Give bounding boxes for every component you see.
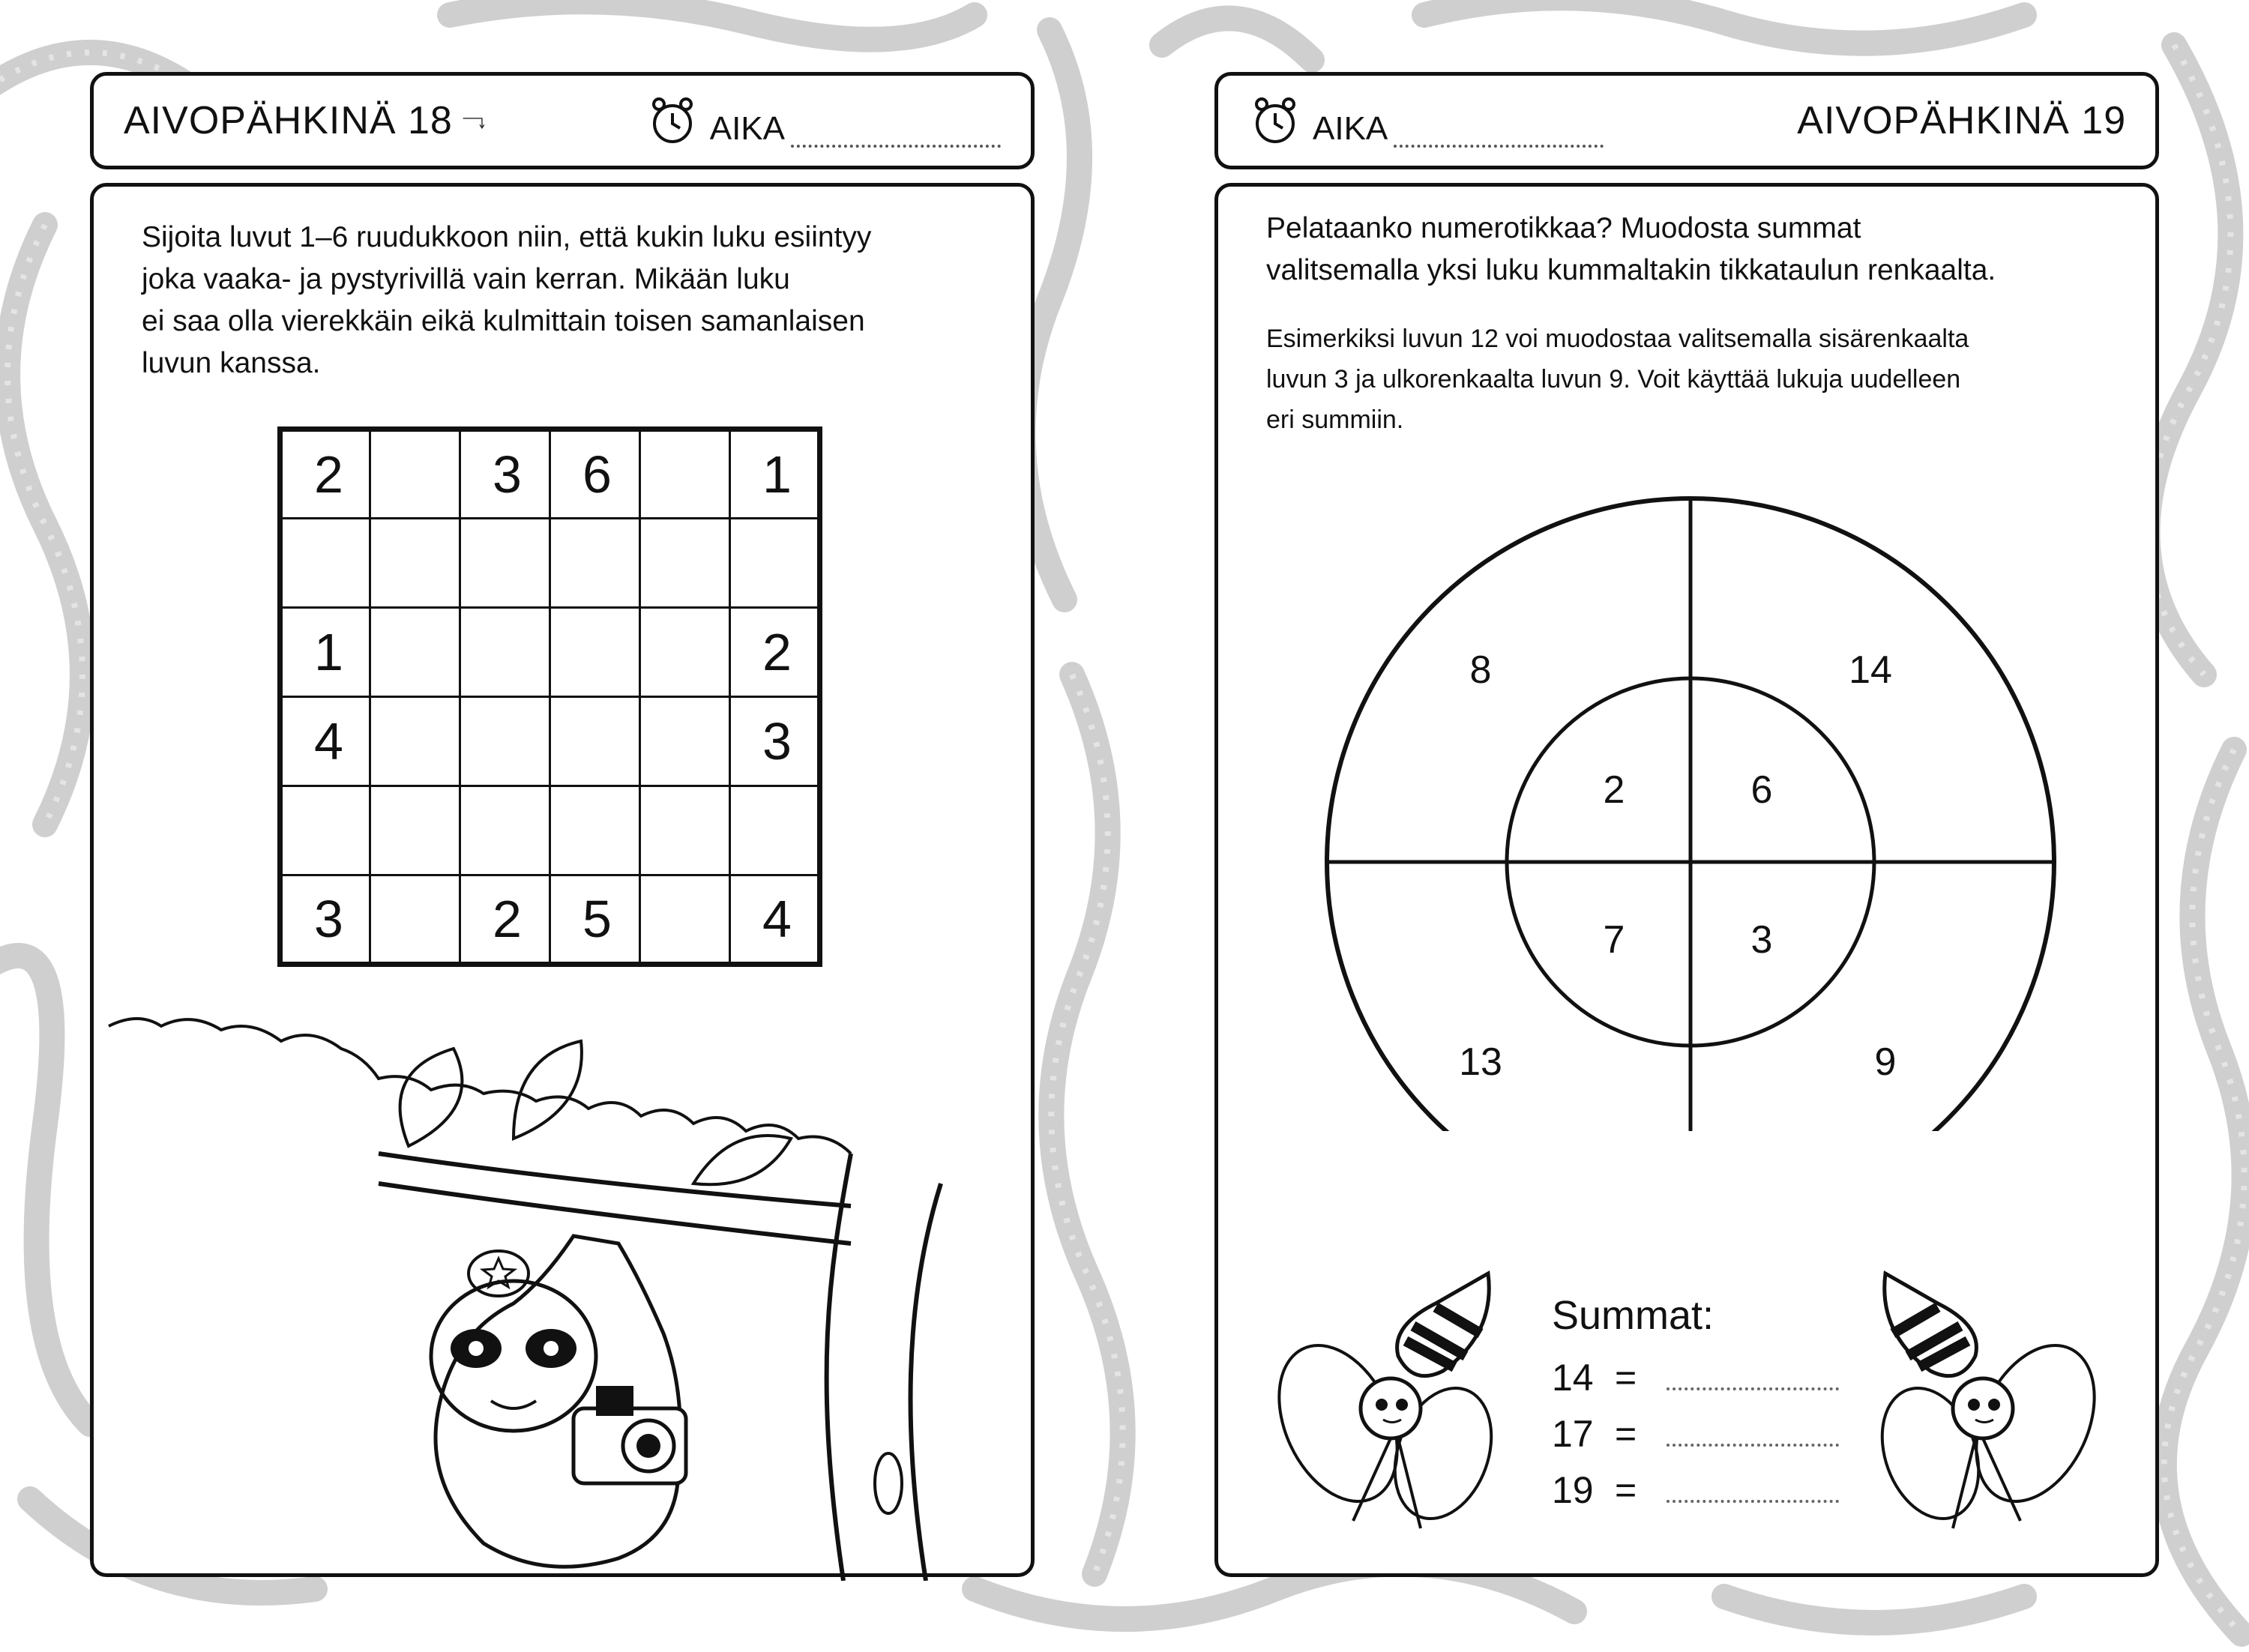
left-content-panel: [90, 183, 1035, 1577]
alarm-clock-icon: [645, 94, 699, 148]
grid-cell-given: 3: [730, 697, 820, 786]
right-time-input[interactable]: [1394, 115, 1604, 148]
sums-title: Summat:: [1552, 1293, 1714, 1338]
grid-cell-empty[interactable]: [370, 608, 460, 697]
grid-row: [280, 519, 820, 608]
inner-ring-number: 3: [1750, 918, 1773, 962]
right-example-text: Esimerkiksi luvun 12 voi muodostaa valitsemalla sisärenkaalta luvun 3 ja ulkorenkaalta luvun 9. Voit käyttää lukuja uudelleen eri summiin.: [1266, 325, 1969, 434]
grid-cell-empty[interactable]: [460, 786, 550, 875]
grid-cell-given: 1: [730, 429, 820, 519]
inner-ring-number: 6: [1750, 768, 1773, 812]
sum-target-value: 14: [1552, 1357, 1594, 1399]
sum-answer-input[interactable]: [1667, 1365, 1839, 1390]
alarm-clock-icon: [1248, 94, 1302, 148]
inner-ring-number: 7: [1603, 918, 1625, 962]
bee-illustration-left: [1263, 1266, 1533, 1551]
grid-cell-given: 2: [460, 875, 550, 965]
outer-ring-number: 14: [1849, 648, 1892, 692]
grid-row: [280, 875, 820, 965]
grid-cell-empty[interactable]: [280, 786, 370, 875]
grid-cell-empty[interactable]: [640, 429, 730, 519]
sum-answer-input[interactable]: [1667, 1421, 1839, 1447]
grid-cell-empty[interactable]: [640, 697, 730, 786]
grid-cell-given: 5: [550, 875, 640, 965]
grid-cell-empty[interactable]: [370, 519, 460, 608]
outer-ring-number: 9: [1874, 1040, 1897, 1084]
equals-sign: =: [1615, 1469, 1637, 1511]
grid-cell-given: 4: [730, 875, 820, 965]
left-time-field: [645, 94, 1001, 148]
grid-cell-empty[interactable]: [370, 786, 460, 875]
right-content-panel: [1214, 183, 2159, 1577]
left-time-input[interactable]: [791, 115, 1001, 148]
outer-ring-number: 8: [1469, 648, 1492, 692]
sum-row: [1552, 1356, 1839, 1399]
grid-cell-empty[interactable]: [640, 786, 730, 875]
bee-illustration-right: [1840, 1266, 2110, 1551]
grid-cell-given: 4: [280, 697, 370, 786]
grid-row: [280, 429, 820, 519]
grid-cell-given: 2: [280, 429, 370, 519]
grid-cell-empty[interactable]: [460, 608, 550, 697]
grid-cell-given: 2: [730, 608, 820, 697]
grid-cell-given: 6: [550, 429, 640, 519]
grid-cell-given: 1: [280, 608, 370, 697]
equals-sign: =: [1615, 1357, 1637, 1399]
grid-cell-given: 3: [280, 875, 370, 965]
grid-cell-empty[interactable]: [460, 519, 550, 608]
right-header-bar: [1214, 72, 2159, 169]
inner-ring-number: 2: [1603, 768, 1625, 812]
left-header-bar: [90, 72, 1035, 169]
grid-row: [280, 608, 820, 697]
grid-cell-empty[interactable]: [460, 697, 550, 786]
right-instructions: Pelataanko numerotikkaa? Muodosta summat valitsemalla yksi luku kummaltakin tikkataulun renkaalta.: [1266, 212, 1996, 286]
left-puzzle-title: AIVOPÄHKINÄ 18: [124, 99, 453, 142]
grid-cell-empty[interactable]: [640, 608, 730, 697]
right-time-field: [1248, 94, 1604, 148]
grid-cell-empty[interactable]: [370, 429, 460, 519]
dartboard: [1218, 187, 2163, 1131]
grid-row: [280, 786, 820, 875]
grid-cell-empty[interactable]: [550, 697, 640, 786]
equals-sign: =: [1615, 1413, 1637, 1455]
grid-cell-given: 3: [460, 429, 550, 519]
sum-row: [1552, 1412, 1839, 1456]
number-grid: [277, 426, 822, 967]
sum-answer-input[interactable]: [1667, 1477, 1839, 1503]
grid-cell-empty[interactable]: [370, 875, 460, 965]
grid-cell-empty[interactable]: [550, 608, 640, 697]
grid-cell-empty[interactable]: [730, 786, 820, 875]
sum-row: [1552, 1468, 1839, 1512]
grid-cell-empty[interactable]: [550, 786, 640, 875]
sum-target-value: 17: [1552, 1413, 1594, 1455]
grid-cell-empty[interactable]: [370, 697, 460, 786]
grid-row: [280, 697, 820, 786]
outer-ring-number: 13: [1459, 1040, 1502, 1084]
sloth-illustration: [94, 959, 1038, 1581]
sum-target-value: 19: [1552, 1469, 1594, 1511]
grid-cell-empty[interactable]: [280, 519, 370, 608]
grid-cell-empty[interactable]: [550, 519, 640, 608]
grid-cell-empty[interactable]: [730, 519, 820, 608]
right-time-label: AIKA: [1313, 110, 1388, 147]
grid-cell-empty[interactable]: [640, 875, 730, 965]
grid-cell-empty[interactable]: [640, 519, 730, 608]
arrow-down-icon: [462, 94, 488, 147]
left-time-label: AIKA: [709, 110, 785, 147]
left-instructions: Sijoita luvut 1–6 ruudukkoon niin, että kukin luku esiintyy joka vaaka- ja pystyrivillä vain kerran. Mikään luku ei saa olla vierekkäin eikä kulmittain toisen samanlaisen luvun kanssa.: [142, 221, 872, 379]
right-puzzle-title: AIVOPÄHKINÄ 19: [1797, 99, 2127, 142]
